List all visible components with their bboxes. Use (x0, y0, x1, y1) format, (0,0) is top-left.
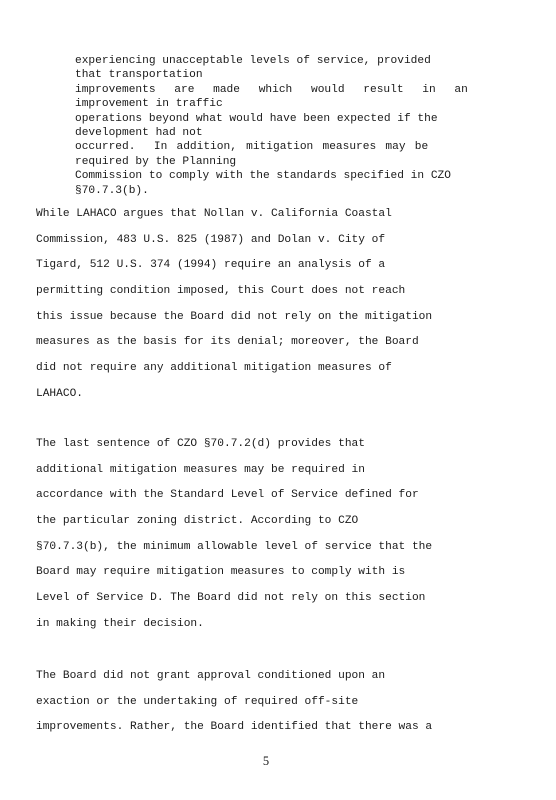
quote-line: required by the Planning (75, 155, 237, 168)
paragraph-line: measures as the basis for its denial; moreover, the Board (36, 336, 419, 349)
paragraph-line: in making their decision. (36, 617, 204, 630)
paragraph-line: the particular zoning district. According to CZO (36, 515, 359, 528)
paragraph-line: additional mitigation measures may be required in (36, 463, 365, 476)
quote-line: §70.7.3(b). (75, 184, 149, 197)
quote-line: development had not (75, 126, 203, 139)
paragraph-nollan-dolan (36, 202, 496, 408)
paragraph-line: permitting condition imposed, this Court does not reach (36, 285, 406, 298)
block-quote (75, 54, 498, 198)
paragraph-line: Commission, 483 U.S. 825 (1987) and Dolan v. City of (36, 233, 386, 246)
quote-line: improvements are made which would result in an (75, 83, 468, 96)
paragraph-board-approval (36, 664, 496, 741)
quote-line: improvement in traffic (75, 98, 223, 111)
quote-line: that transportation (75, 69, 203, 82)
quote-line: Commission to comply with the standards specified in CZO (75, 170, 451, 183)
paragraph-czo-section (36, 432, 496, 638)
quote-line: operations beyond what would have been expected if the (75, 112, 438, 125)
paragraph-line: this issue because the Board did not rely on the mitigation (36, 310, 433, 323)
paragraph-line: Tigard, 512 U.S. 374 (1994) require an analysis of a (36, 259, 386, 272)
paragraph-line: Level of Service D. The Board did not rely on this section (36, 592, 426, 605)
paragraph-line: did not require any additional mitigation measures of (36, 362, 392, 375)
paragraph-line: accordance with the Standard Level of Service defined for (36, 489, 419, 502)
paragraph-line: LAHACO. (36, 387, 83, 400)
paragraph-line: exaction or the undertaking of required off-site (36, 695, 359, 708)
page-number: 5 (262, 754, 270, 768)
paragraph-line: improvements. Rather, the Board identified that there was a (36, 721, 433, 734)
paragraph-line: §70.7.3(b), the minimum allowable level of service that the (36, 540, 433, 553)
paragraph-line: While LAHACO argues that Nollan v. California Coastal (36, 208, 392, 220)
paragraph-line: The Board did not grant approval conditioned upon an (36, 670, 386, 682)
quote-line: experiencing unacceptable levels of service, provided (75, 55, 431, 67)
paragraph-line: The last sentence of CZO §70.7.2(d) provides that (36, 438, 365, 450)
quote-line: occurred. In addition, mitigation measures may be (75, 141, 429, 154)
paragraph-line: Board may require mitigation measures to comply with is (36, 566, 406, 579)
